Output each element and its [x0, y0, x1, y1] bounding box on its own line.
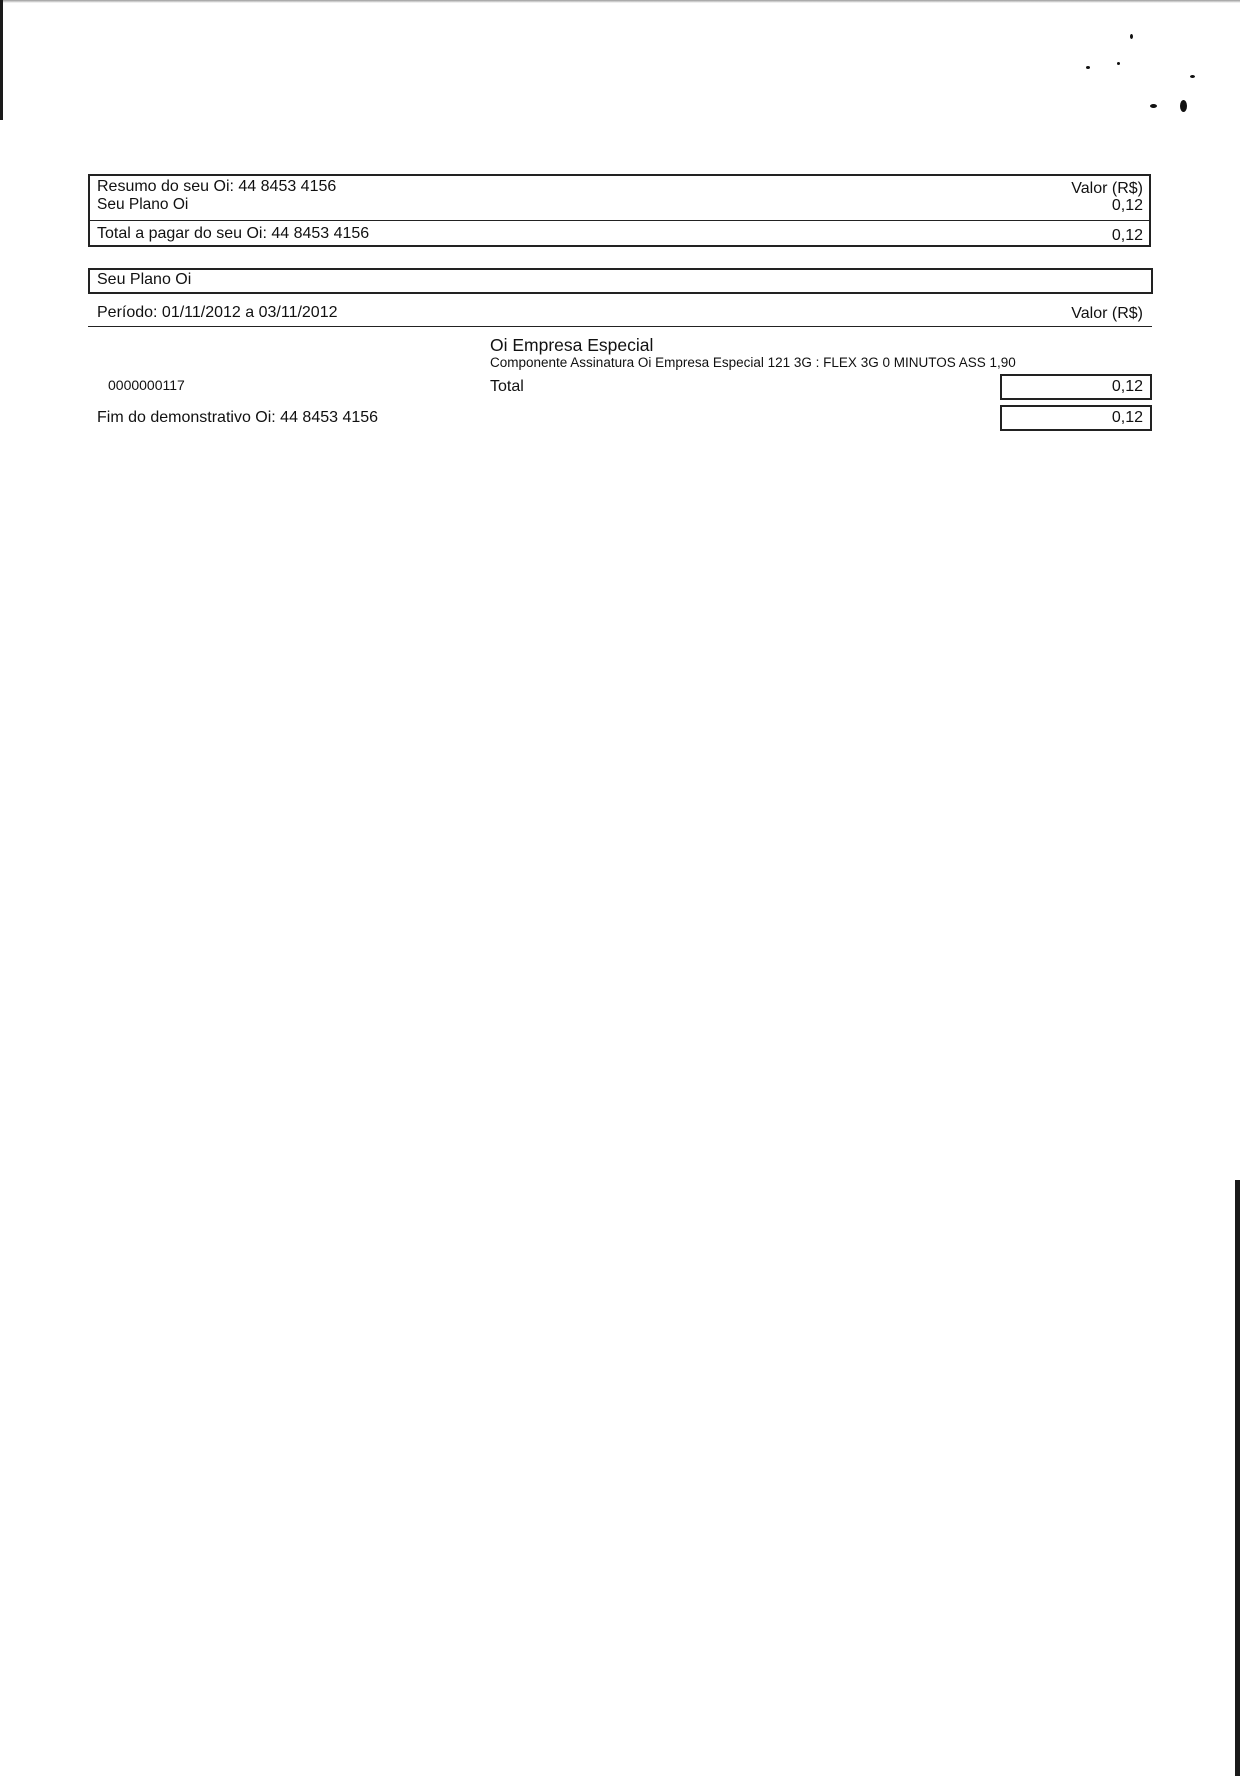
- plan-section-header: [88, 268, 1153, 294]
- summary-plan-value: 0,12: [1111, 197, 1143, 214]
- product-name: Oi Empresa Especial: [490, 335, 654, 355]
- summary-plan-label: Seu Plano Oi: [97, 196, 189, 213]
- end-of-statement-label: Fim do demonstrativo Oi: 44 8453 4156: [97, 409, 379, 426]
- scan-speck: [1086, 66, 1090, 69]
- detail-total-value: 0,12: [1111, 378, 1143, 395]
- plan-section-title: Seu Plano Oi: [97, 271, 192, 288]
- scan-speck: [1190, 75, 1195, 78]
- detail-total-label: Total: [490, 378, 524, 395]
- scan-speck: [1130, 34, 1133, 39]
- period-divider: [88, 326, 1152, 327]
- scan-right-edge: [1235, 1180, 1240, 1776]
- end-of-statement-value: 0,12: [1111, 409, 1143, 426]
- summary-divider: [90, 220, 1149, 221]
- summary-total-value: 0,12: [1111, 227, 1143, 244]
- plan-value-header: Valor (R$): [1071, 305, 1143, 322]
- scan-top-edge: [0, 0, 1240, 3]
- component-description: Componente Assinatura Oi Empresa Especial 121 3G : FLEX 3G 0 MINUTOS ASS 1,90: [490, 355, 1016, 370]
- summary-total-label: Total a pagar do seu Oi: 44 8453 4156: [97, 225, 370, 242]
- summary-value-header: Valor (R$): [1071, 180, 1143, 197]
- item-code: 0000000117: [108, 377, 185, 393]
- scan-speck: [1150, 104, 1157, 108]
- scan-speck: [1117, 62, 1120, 65]
- summary-title: Resumo do seu Oi: 44 8453 4156: [97, 178, 337, 195]
- scan-speck: [1180, 100, 1187, 112]
- scan-left-edge: [0, 0, 3, 120]
- period-label: Período: 01/11/2012 a 03/11/2012: [97, 304, 338, 321]
